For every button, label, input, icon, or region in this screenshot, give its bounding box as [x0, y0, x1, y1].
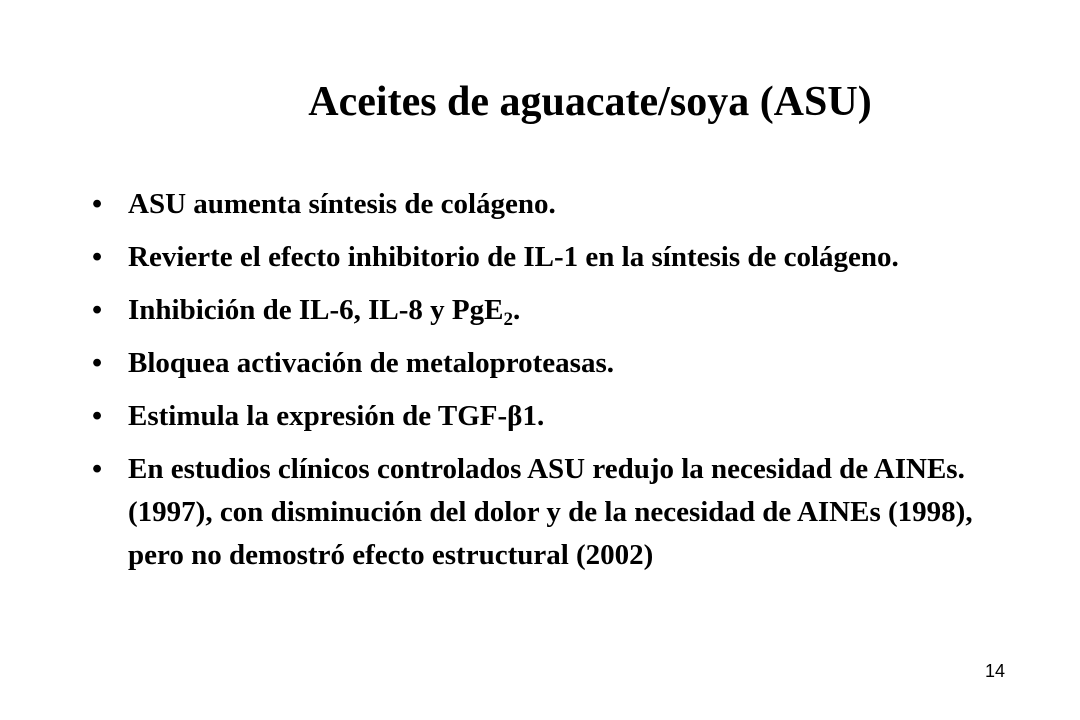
bullet-item-collagen-synthesis [92, 183, 997, 226]
bullet-item-clinical-studies [92, 448, 997, 577]
bullet-text: Estimula la expresión de TGF-β1. [128, 400, 545, 432]
bullet-text: ASU aumenta síntesis de colágeno. [128, 188, 556, 220]
page-number: 14 [985, 661, 1006, 681]
bullet-item-metalloproteases [92, 342, 997, 385]
bullet-item-tgf-beta [92, 395, 997, 438]
bullet-subscript: 2 [503, 309, 513, 330]
bullet-icon: • [92, 453, 103, 485]
slide-title: Aceites de aguacate/soya (ASU) [308, 79, 872, 125]
bullet-icon: • [92, 294, 103, 326]
bullet-item-inhibition [92, 289, 997, 332]
bullet-text: Bloquea activación de metaloproteasas. [128, 347, 614, 379]
bullet-icon: • [92, 400, 103, 432]
bullet-icon: • [92, 241, 103, 273]
bullet-item-il1-reversal [92, 236, 997, 279]
bullet-text: En estudios clínicos controlados ASU redujo la necesidad de AINEs. (1997), con disminución del dolor y de la necesidad de AINEs (1998), pero no demostró efecto estructural (2002) [128, 453, 973, 571]
bullet-list [92, 183, 997, 587]
bullet-icon: • [92, 188, 103, 220]
bullet-suffix: . [512, 294, 521, 326]
bullet-text: Inhibición de IL-6, IL-8 y PgE [128, 294, 504, 326]
bullet-text: Revierte el efecto inhibitorio de IL-1 en la síntesis de colágeno. [128, 241, 899, 273]
bullet-icon: • [92, 347, 103, 379]
